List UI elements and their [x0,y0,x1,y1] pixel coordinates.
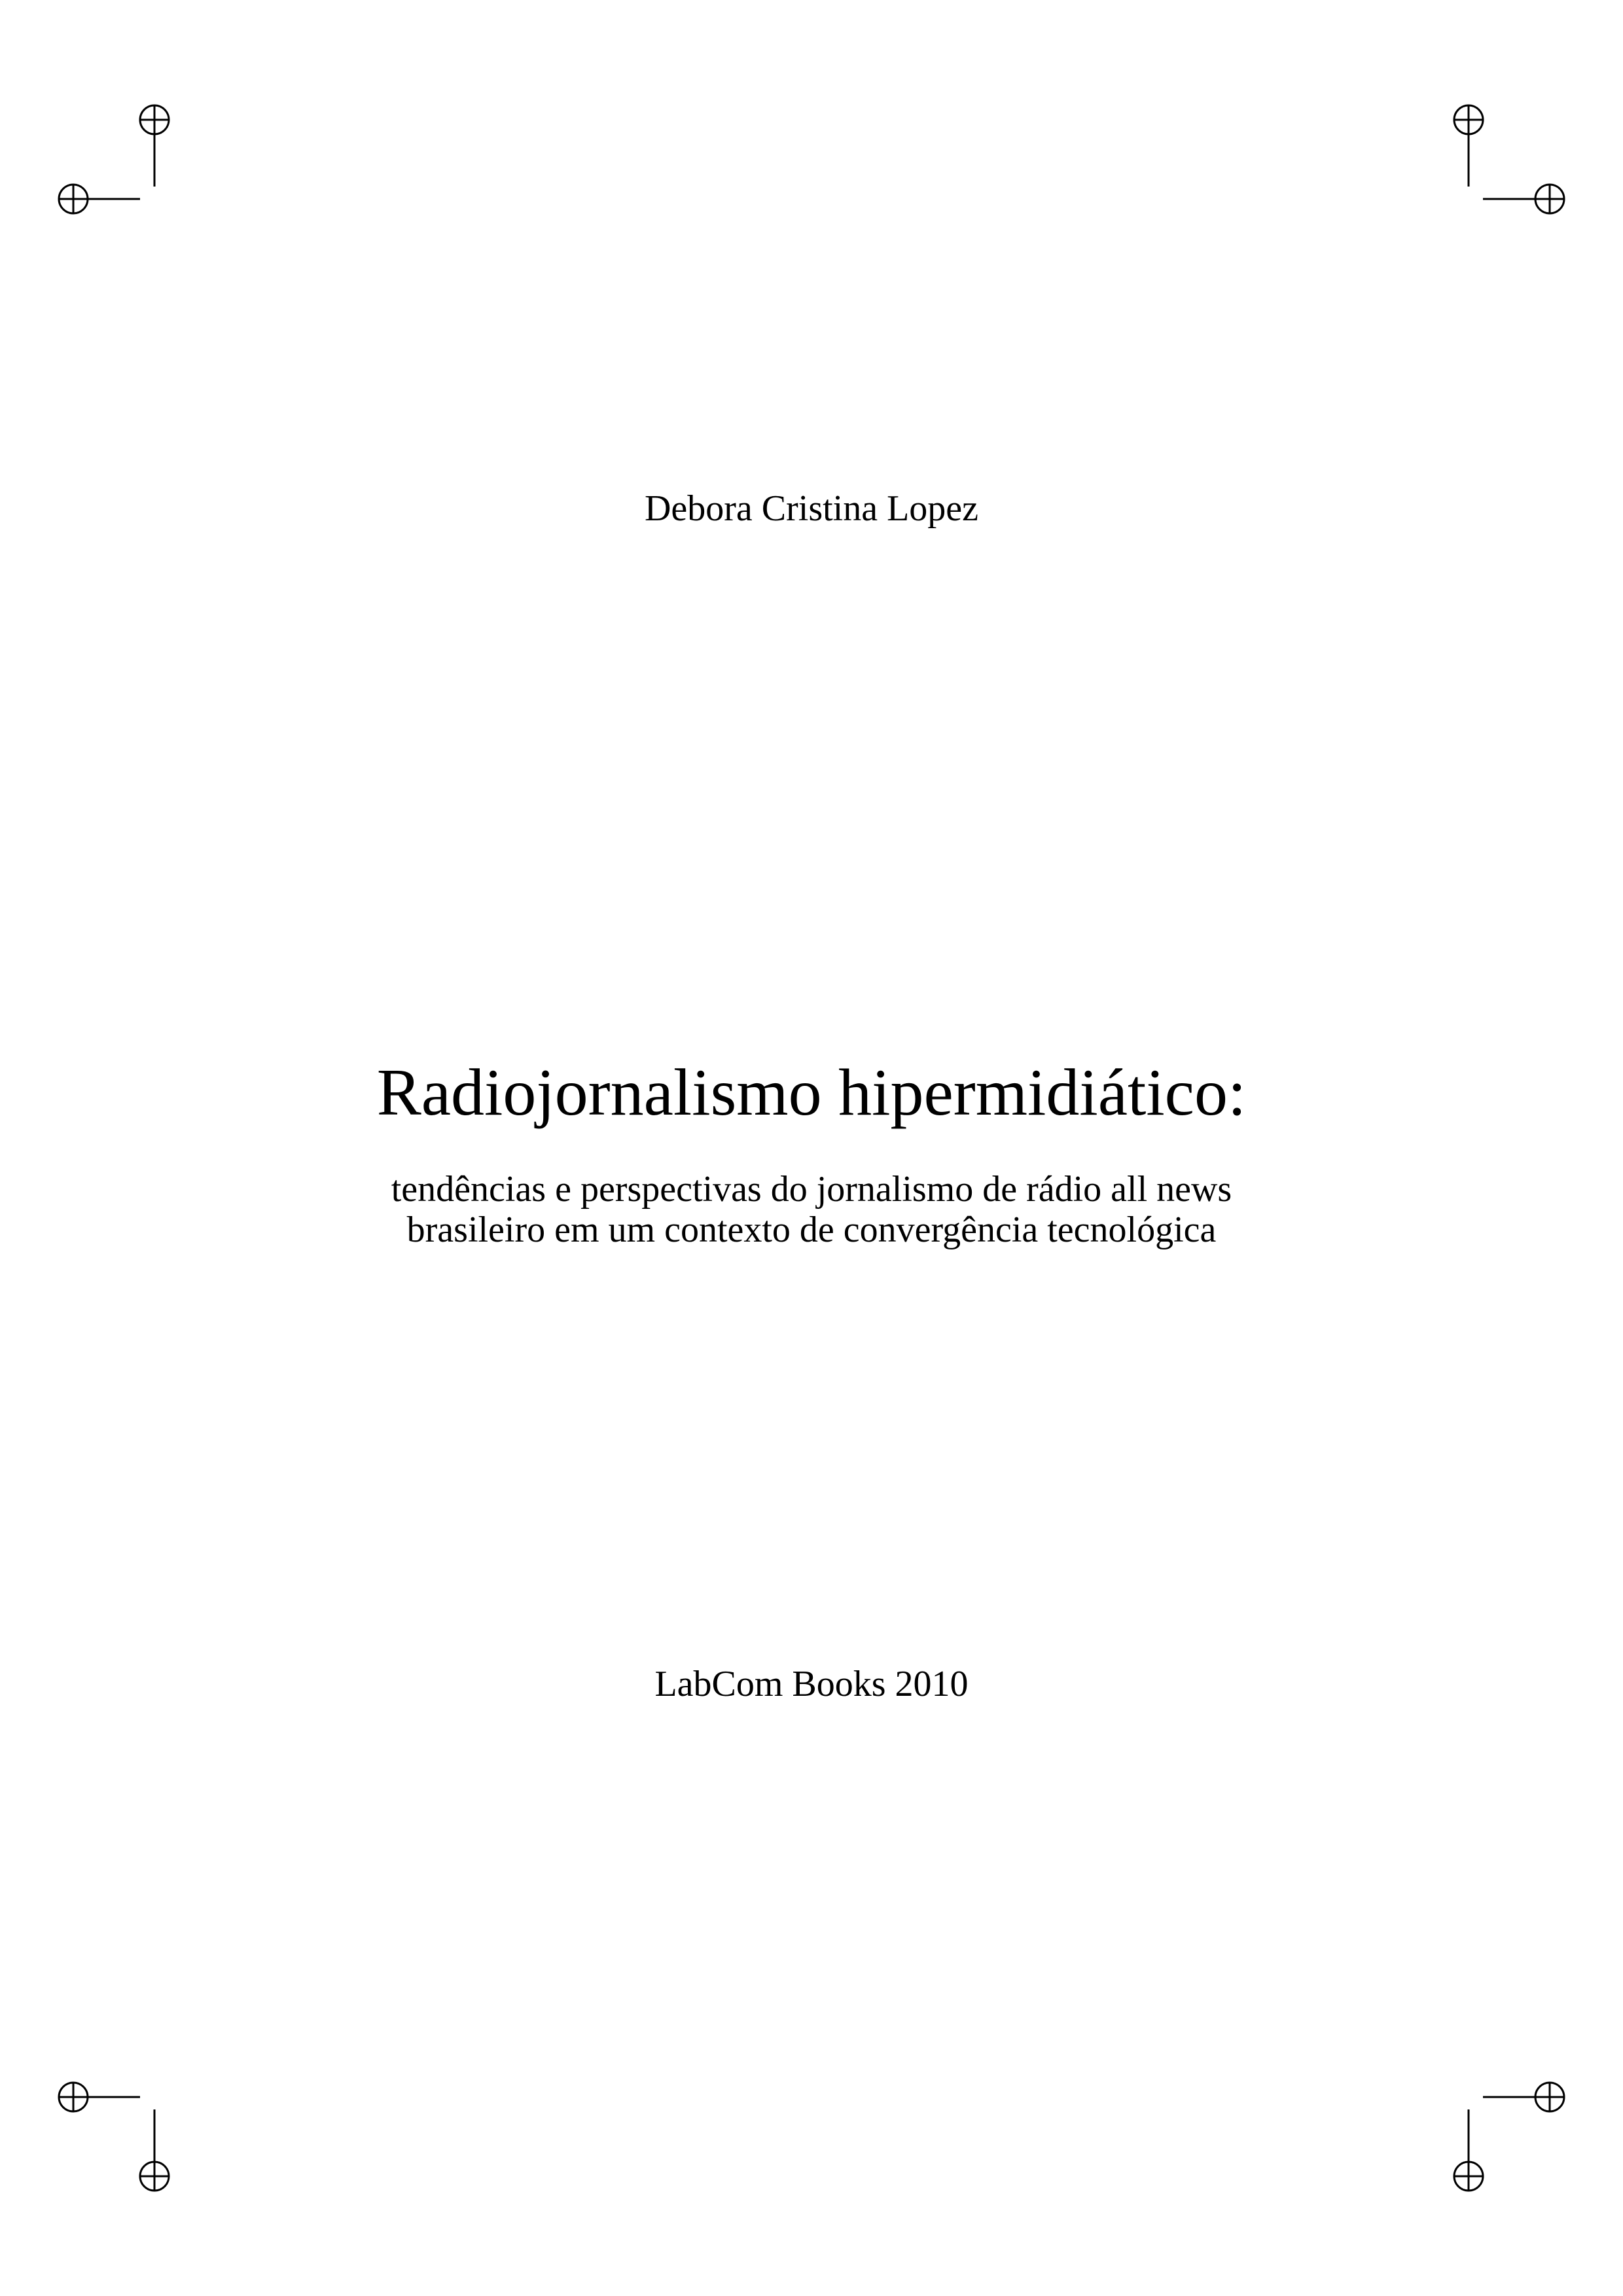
registration-crosshair-icon [140,2162,169,2191]
crop-mark-bottom-left [59,2083,169,2191]
registration-crosshair-icon [1454,105,1483,134]
crop-mark-top-right [1454,105,1564,213]
registration-crosshair-icon [140,105,169,134]
registration-crosshair-icon [59,2083,88,2111]
publisher-imprint: LabCom Books 2010 [654,1664,969,1704]
book-title: Radiojornalismo hipermidiático: [376,1056,1247,1130]
registration-crosshair-icon [59,185,88,213]
subtitle-line-2: brasileiro em um contexto de convergência tecnológica [406,1210,1217,1250]
subtitle-line-1: tendências e perspectivas do jornalismo de rádio all news [391,1169,1232,1210]
registration-crosshair-icon [1535,2083,1564,2111]
registration-crosshair-icon [1535,185,1564,213]
author-name: Debora Cristina Lopez [644,488,979,529]
book-subtitle [0,1169,1623,1250]
crop-mark-bottom-right [1454,2083,1564,2191]
registration-crosshair-icon [1454,2162,1483,2191]
crop-mark-top-left [59,105,169,213]
